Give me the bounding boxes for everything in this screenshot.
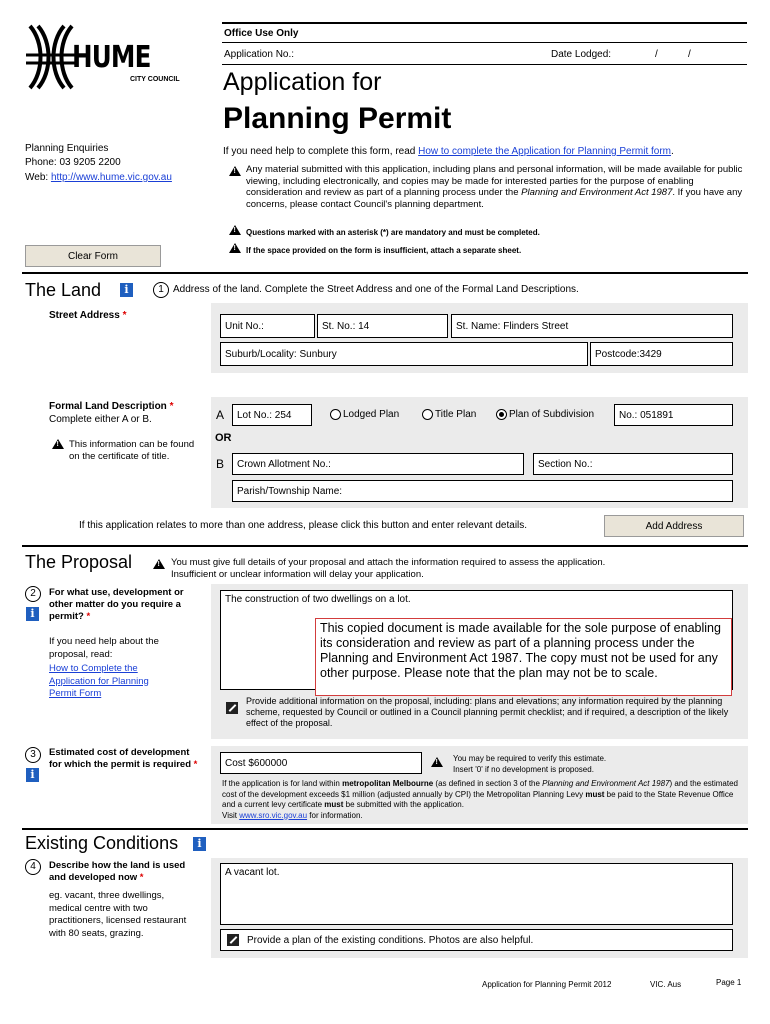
info-icon[interactable]: i: [26, 768, 39, 782]
existing-section-title: Existing Conditions: [25, 833, 179, 853]
street-address-label: [49, 310, 126, 321]
date-slash-1: /: [655, 49, 658, 60]
formal-land-text: Formal Land Description: [49, 401, 167, 412]
proposal-section-title: The Proposal: [25, 552, 133, 572]
title-plan-radio[interactable]: [422, 409, 433, 420]
title-plan-label: Title Plan: [435, 409, 477, 420]
application-no-label: Application No.:: [224, 49, 295, 60]
existing-plan-note: Provide a plan of the existing conditions. Photos are also helpful.: [247, 934, 534, 946]
footer-title: Application for Planning Permit 2012: [482, 980, 612, 989]
formal-land-sub: Complete either A or B.: [49, 414, 152, 425]
existing-value: A vacant lot.: [225, 867, 280, 878]
visit-a: Visit: [222, 810, 240, 820]
sro-link[interactable]: www.sro.vic.gov.au: [239, 810, 308, 820]
land-question: Address of the land. Complete the Street Address and one of the Formal Land Descriptions.: [173, 284, 579, 295]
office-bottom-rule: [222, 64, 747, 65]
question-number-3: 3: [25, 747, 41, 763]
warning1-end: . If you have any concerns, please contact Council's planning department.: [246, 187, 743, 210]
help-text: [223, 146, 674, 157]
metro-levy-note: [222, 779, 742, 821]
option-b-label: B: [216, 457, 225, 471]
asterisk: *: [122, 310, 127, 321]
suburb-field[interactable]: Suburb/Locality: Sunbury: [220, 342, 588, 366]
verify-note-1: You may be required to verify this estimate.: [453, 754, 607, 763]
question-number-2: 2: [25, 586, 41, 602]
warning-icon: [153, 559, 165, 569]
footer-state: VIC. Aus: [650, 980, 682, 989]
title-line1: Application for: [223, 68, 382, 96]
q4-text: Describe how the land is used and developed now: [49, 860, 186, 883]
hume-logo-mark: [26, 22, 76, 92]
office-rule: [222, 42, 747, 43]
metro-d: Planning and Environment Act 1987: [542, 779, 670, 788]
proposal-note-2: Insufficient or unclear information will delay your application.: [171, 569, 424, 580]
street-address-text: Street Address: [49, 310, 120, 321]
crown-allotment-field[interactable]: Crown Allotment No.:: [232, 453, 524, 475]
mandatory-note: Questions marked with an asterisk (*) are mandatory and must be completed.: [246, 228, 540, 237]
visit-b: for information.: [307, 810, 363, 820]
office-top-rule: [222, 22, 747, 24]
question-number-4: 4: [25, 859, 41, 875]
logo-name: HUME: [72, 40, 151, 75]
land-section-title: The Land: [25, 280, 102, 300]
warning-icon: [431, 757, 443, 767]
cost-field[interactable]: Cost $600000: [220, 752, 422, 774]
web-link[interactable]: http://www.hume.vic.gov.au: [50, 172, 172, 183]
date-lodged-label: Date Lodged:: [551, 49, 612, 60]
asterisk: *: [139, 872, 144, 883]
existing-plan-note-box: [220, 929, 733, 951]
pencil-icon: [227, 934, 239, 946]
more-address-note: If this application relates to more than one address, please click this button and enter relevant details.: [79, 520, 528, 531]
info-icon[interactable]: i: [120, 283, 133, 297]
metro-e: ) and the estimated cost of the development exceeds $1 million (adjusted annually by CPI) the Metropolitan Planning Levy: [222, 779, 738, 799]
metro-a: If the application is for land within: [222, 779, 343, 788]
parish-field[interactable]: Parish/Township Name:: [232, 480, 733, 502]
verify-note-2: Insert '0' if no development is proposed.: [453, 765, 594, 774]
q4-examples: eg. vacant, three dwellings, medical centre with two practitioners, licensed restaurant with 80 seats, grazing.: [49, 890, 187, 939]
asterisk: *: [169, 401, 174, 412]
plan-of-subdivision-label: Plan of Subdivision: [509, 409, 595, 420]
or-label: OR: [215, 432, 232, 444]
title-line2: Planning Permit: [223, 102, 452, 135]
warning-icon: [229, 166, 241, 176]
warning1-italic: Planning and Environment Act 1987: [521, 187, 673, 198]
footer-page: Page 1: [716, 978, 742, 987]
title-note: This information can be found on the certificate of title.: [69, 439, 195, 462]
lot-no-field[interactable]: Lot No.: 254: [232, 404, 312, 426]
street-no-field[interactable]: St. No.: 14: [317, 314, 448, 338]
unit-no-field[interactable]: Unit No.:: [220, 314, 315, 338]
add-address-button[interactable]: Add Address: [604, 515, 744, 537]
warning-icon: [52, 439, 64, 449]
metro-f: must: [585, 789, 605, 799]
help-prefix: If you need help to complete this form, read: [223, 146, 419, 157]
logo-sub: CITY COUNCIL: [130, 76, 180, 83]
street-name-field[interactable]: St. Name: Flinders Street: [451, 314, 733, 338]
q3-text: Estimated cost of development for which the permit is required: [49, 747, 191, 770]
metro-i: be submitted with the application.: [343, 800, 464, 809]
plan-no-field[interactable]: No.: 051891: [614, 404, 733, 426]
web-label: Web:: [25, 172, 51, 183]
warning-text-1: [246, 164, 746, 210]
lodged-plan-label: Lodged Plan: [343, 409, 400, 420]
planning-enquiries: Planning Enquiries: [25, 143, 109, 154]
help-link[interactable]: How to complete the Application for Planning Permit form: [418, 146, 672, 157]
warning1-main: Any material submitted with this application, including plans and personal information, will be made available for public viewing, including electronically, and copies may be made for interested parties for the purpose of enabling consideration and review as part of a planning process under the: [246, 164, 743, 198]
proposal-help: If you need help about the proposal, read:: [49, 636, 159, 660]
proposal-rule: [22, 545, 748, 547]
formal-land-label: [49, 401, 173, 412]
q2-text: For what use, development or other matter do you require a permit?: [49, 587, 184, 622]
proposal-provide-note: Provide additional information on the proposal, including: plans and elevations; any information required by the planning scheme, requested by Council or outlined in a Council planning permit checklist; and if required, a description of the likely effect of the proposal.: [246, 696, 729, 728]
date-slash-2: /: [688, 49, 691, 60]
q4-label: [49, 860, 199, 884]
metro-b: metropolitan Melbourne: [342, 779, 434, 788]
existing-rule: [22, 828, 748, 830]
asterisk: *: [193, 759, 198, 770]
web: [25, 172, 172, 183]
warning-icon: [229, 225, 241, 235]
info-icon[interactable]: i: [193, 837, 206, 851]
hume-logo: [26, 22, 186, 92]
pencil-icon: [226, 702, 238, 714]
land-rule: [22, 272, 748, 274]
section-no-field[interactable]: Section No.:: [533, 453, 733, 475]
q3-label: [49, 747, 199, 771]
help-suffix: .: [671, 146, 674, 157]
insufficient-space-note: If the space provided on the form is insufficient, attach a separate sheet.: [246, 246, 522, 255]
phone: Phone: 03 9205 2200: [25, 157, 121, 168]
metro-c: (as defined in section 3 of the: [433, 779, 543, 788]
q2-label: [49, 587, 199, 623]
info-icon[interactable]: i: [26, 607, 39, 621]
proposal-value: The construction of two dwellings on a lot.: [225, 594, 411, 605]
metro-h: must: [324, 800, 344, 809]
lodged-plan-radio[interactable]: [330, 409, 341, 420]
existing-field[interactable]: [220, 863, 733, 925]
question-number-1: 1: [153, 282, 169, 298]
warning-icon: [229, 243, 241, 253]
office-use-heading: Office Use Only: [224, 28, 299, 39]
postcode-field[interactable]: Postcode:3429: [590, 342, 733, 366]
plan-of-subdivision-radio[interactable]: [496, 409, 507, 420]
asterisk: *: [86, 611, 91, 622]
clear-form-button[interactable]: Clear Form: [25, 245, 161, 267]
proposal-note: You must give full details of your proposal and attach the information required to assess the application.: [171, 557, 606, 568]
proposal-help-link[interactable]: How to Complete the Application for Planning Permit Form: [49, 663, 149, 699]
option-a-label: A: [216, 408, 225, 422]
metro-g: be paid to the State Revenue Office and a current levy certificate: [222, 789, 734, 809]
copy-disclaimer: This copied document is made available for the sole purpose of enabling its consideration and review as part of a planning process under the Planning and Environment Act 1987. The copy must not be used for any other purpose. Please note that the plan may not be to scale.: [315, 618, 732, 696]
